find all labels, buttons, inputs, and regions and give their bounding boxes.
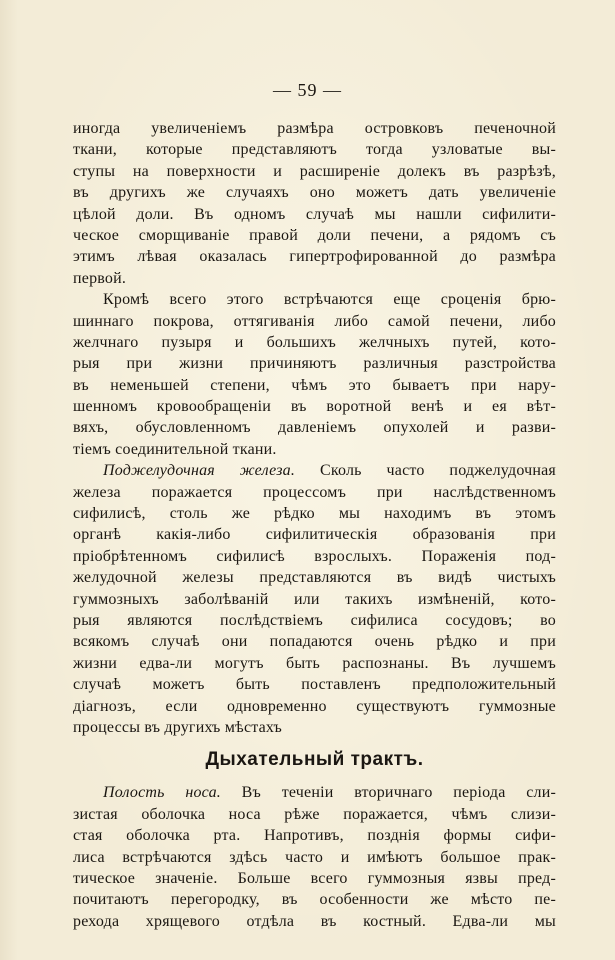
paragraph-liver-continued xyxy=(73,118,556,289)
text-line: рыя являются послѣдствіемъ сифилиса сосудовъ; во xyxy=(73,611,556,629)
text-line: шенномъ кровообращеніи въ воротной венѣ и ея вѣт- xyxy=(73,398,556,416)
text-line: первой. xyxy=(73,269,127,287)
text-line: ступы на поверхности и расширеніе долекъ въ разрѣзѣ, xyxy=(73,162,556,180)
text-line: ткани, которые представляютъ тогда узловатые вы- xyxy=(73,141,556,159)
paragraph-adhesions xyxy=(73,289,556,460)
text-line: стая оболочка рта. Напротивъ, позднія формы сифи- xyxy=(73,827,556,845)
text-line: сифилисѣ, столь же рѣдко мы находимъ въ этомъ xyxy=(73,505,556,523)
text-line: этимъ лѣвая оказалась гипертрофированной до размѣра xyxy=(73,248,556,266)
text-span: Сколь часто поджелудочная xyxy=(295,462,556,480)
text-line xyxy=(73,460,556,481)
paragraph-nasal-cavity xyxy=(73,782,556,932)
text-line: гуммозныхъ заболѣваній или такихъ измѣненій, кото- xyxy=(73,590,556,608)
paragraph-pancreas xyxy=(73,460,556,738)
page-body xyxy=(73,118,556,932)
text-line: шиннаго покрова, оттягиванія либо самой печени, либо xyxy=(73,312,556,330)
text-line: тіемъ соединительной ткани. xyxy=(73,440,277,458)
text-line: всякомъ случаѣ они попадаются очень рѣдко и при xyxy=(73,633,556,651)
text-line: желудочной железы представляются въ видѣ чистыхъ xyxy=(73,569,556,587)
text-span: Въ теченіи вторичнаго періода сли- xyxy=(220,784,556,802)
page-number: — 59 — xyxy=(273,80,342,100)
text-line xyxy=(73,782,556,803)
text-line: вяхъ, обусловленномъ давленіемъ опухолей и разви- xyxy=(73,419,556,437)
section-heading: Дыхательный трактъ. xyxy=(205,749,424,771)
text-line: зистая оболочка носа рѣже поражается, чѣмъ слизи- xyxy=(73,805,556,823)
text-line: лиса встрѣчаются здѣсь часто и имѣютъ большое прак- xyxy=(73,848,556,866)
text-line: въ другихъ же случаяхъ оно можетъ дать увеличеніе xyxy=(73,184,556,202)
text-line: діагнозъ, если одновременно существуютъ гуммозные xyxy=(73,697,556,715)
text-line: железа поражается процессомъ при наслѣдственномъ xyxy=(73,483,556,501)
text-line: цѣлой доли. Въ одномъ случаѣ мы нашли сифилити- xyxy=(73,205,556,223)
text-line: рехода хрящевого отдѣла въ костный. Едва-ли мы xyxy=(73,912,556,930)
text-line: почитаютъ перегородку, въ особенности же мѣсто пе- xyxy=(73,891,556,909)
italic-subheading: Полость носа. xyxy=(103,784,221,802)
text-line: пріобрѣтенномъ сифилисѣ взрослыхъ. Пораженія под- xyxy=(73,547,556,565)
text-line: тическое значеніе. Больше всего гуммозныя язвы пред- xyxy=(73,869,556,887)
text-line: рыя при жизни причиняютъ различныя разстройства xyxy=(73,355,556,373)
text-line: ческое сморщиваніе правой доли печени, а рядомъ съ xyxy=(73,226,556,244)
text-line: желчнаго пузыря и большихъ желчныхъ путей, кото- xyxy=(73,333,556,351)
text-line: въ неменьшей степени, чѣмъ это бываетъ при нару- xyxy=(73,376,556,394)
text-line: органѣ какія-либо сифилитическія образованія при xyxy=(73,526,556,544)
text-line: процессы въ другихъ мѣстахъ xyxy=(73,718,282,736)
text-line: иногда увеличеніемъ размѣра островковъ печеночной xyxy=(73,120,556,137)
text-line: Кромѣ всего этого встрѣчаются еще сроценія брю- xyxy=(103,291,556,309)
text-line: жизни едва-ли могутъ быть распознаны. Въ лучшемъ xyxy=(73,654,556,672)
text-line: случаѣ можетъ быть поставленъ предположительный xyxy=(73,676,556,694)
italic-subheading: Поджелудочная железа. xyxy=(103,462,296,480)
